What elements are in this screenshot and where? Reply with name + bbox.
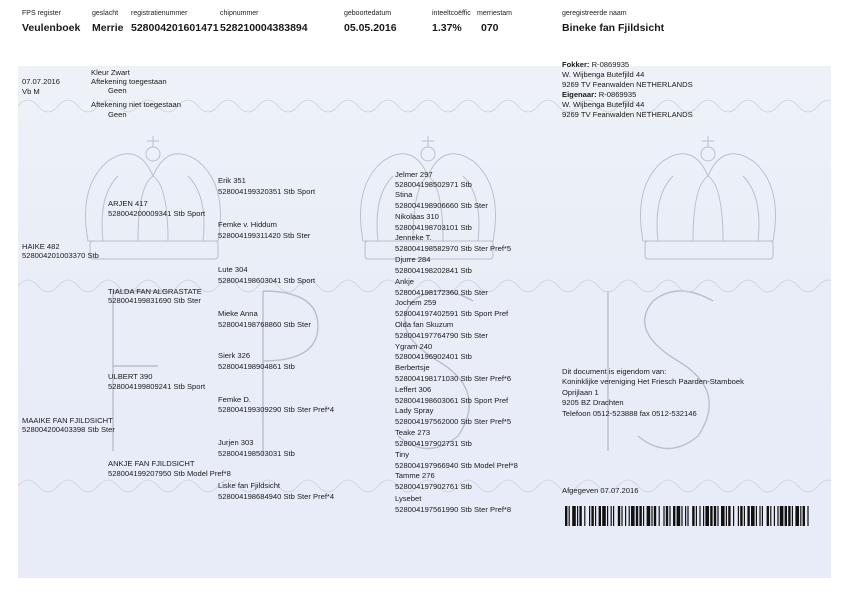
pedigree-gen4-6-name: Ankje bbox=[395, 277, 414, 286]
issued-date: Afgegeven 07.07.2016 bbox=[562, 486, 639, 495]
pedigree-gen4-2-name: Stina bbox=[395, 190, 413, 199]
pedigree-gen4-16-id: 528004197561990 Stb Ster Pref*8 bbox=[395, 505, 512, 514]
dob-label: geboortedatum bbox=[344, 10, 392, 17]
property-line-4: 9205 BZ Drachten bbox=[562, 398, 624, 407]
pedigree-gen4-1-id: 528004198502971 Stb bbox=[395, 180, 472, 189]
breeder-address-2: 9269 TV Feanwalden NETHERLANDS bbox=[562, 80, 693, 89]
pedigree-gen4-11-id: 528004198603061 Stb Sport Pref bbox=[395, 396, 509, 405]
pedigree-gen4-9-name: Ygram 240 bbox=[395, 342, 433, 351]
pedigree-gen4-7-name: Jochem 259 bbox=[395, 298, 437, 307]
pedigree-gen4-5-id: 528004198202841 Stb bbox=[395, 266, 472, 275]
pedigree-gen4-12-name: Lady Spray bbox=[395, 406, 434, 415]
owner-address-1: W. Wijbenga Butefjild 44 bbox=[562, 100, 645, 109]
pedigree-gen4-7-id: 528004197402591 Stb Sport Pref bbox=[395, 309, 509, 318]
pedigree-gen4-15-name: Tamme 276 bbox=[395, 471, 435, 480]
chip-value: 528210004383894 bbox=[220, 22, 308, 34]
pedigree-gen4-8-name: Olda fan Skuzum bbox=[395, 320, 454, 329]
record-code: Vb M bbox=[22, 87, 40, 96]
chip-label: chipnummer bbox=[220, 10, 259, 17]
pedigree-gen4-10-name: Berbertsje bbox=[395, 363, 430, 372]
pedigree-gen4-4-id: 528004198582970 Stb Ster Pref*5 bbox=[395, 244, 512, 253]
pedigree-gen4-12-id: 528004197562000 Stb Ster Pref*5 bbox=[395, 417, 512, 426]
pedigree-gen4-14-name: Tiny bbox=[395, 450, 410, 459]
pedigree-gen4-13-name: Teake 273 bbox=[395, 428, 431, 437]
breeder-address-1: W. Wijbenga Butefjild 44 bbox=[562, 70, 645, 79]
register-label: FPS register bbox=[22, 10, 61, 17]
marking-allowed-label: Aftekening toegestaan bbox=[91, 77, 167, 86]
barcode bbox=[565, 506, 811, 526]
crown-watermark-right bbox=[641, 136, 776, 259]
name-value: Bineke fan Fjildsicht bbox=[562, 22, 665, 34]
merriestam-value: 070 bbox=[481, 22, 499, 34]
name-label: geregistreerde naam bbox=[562, 10, 627, 17]
pedigree-gen4-5-name: Djurre 284 bbox=[395, 255, 431, 264]
marking-not-allowed-label: Aftekening niet toegestaan bbox=[91, 100, 181, 109]
pedigree-gen4-9-id: 528004196902401 Stb bbox=[395, 352, 472, 361]
pedigree-gen4-3-name: Nikolaas 310 bbox=[395, 212, 439, 221]
property-line-3: Oprijlaan 1 bbox=[562, 388, 599, 397]
sex-label: geslacht bbox=[92, 10, 119, 17]
marking-not-allowed-value: Geen bbox=[108, 110, 127, 119]
dob-value: 05.05.2016 bbox=[344, 22, 397, 34]
regnr-label: registratienummer bbox=[131, 10, 188, 17]
crown-watermark-left bbox=[86, 136, 221, 259]
pedigree-gen4-2-id: 528004198906660 Stb Ster bbox=[395, 201, 488, 210]
pedigree-gen4-8-id: 528004197764790 Stb Ster bbox=[395, 331, 488, 340]
pedigree-gen4-14-id: 528004197966940 Stb Model Pref*8 bbox=[395, 461, 518, 470]
inbreeding-value: 1.37% bbox=[432, 22, 462, 34]
pedigree-gen4-4-name: Jenneke T. bbox=[395, 233, 432, 242]
merriestam-label: merriestam bbox=[477, 10, 513, 17]
owner-row: Eigenaar: R-0869935 bbox=[562, 90, 637, 99]
pedigree-gen4-6-id: 528004198172360 Stb Ster bbox=[395, 288, 488, 297]
pedigree-gen4-3-id: 528004198703101 Stb bbox=[395, 223, 472, 232]
owner-address-2: 9269 TV Feanwalden NETHERLANDS bbox=[562, 110, 693, 119]
pedigree-gen4-10-id: 528004198171030 Stb Ster Pref*6 bbox=[395, 374, 512, 383]
pedigree-gen4-11-name: Leffert 306 bbox=[395, 385, 432, 394]
pedigree-gen4-1-name: Jelmer 297 bbox=[395, 170, 433, 179]
color-field: Kleur Zwart bbox=[91, 68, 130, 77]
marking-allowed-value: Geen bbox=[108, 86, 127, 95]
sex-value: Merrie bbox=[92, 22, 124, 34]
pedigree-gen4-15-id: 528004197902761 Stb bbox=[395, 482, 472, 491]
property-line-1: Dit document is eigendom van: bbox=[562, 367, 667, 376]
regnr-value: 528004201601471 bbox=[131, 22, 219, 34]
record-date: 07.07.2016 bbox=[22, 77, 61, 86]
register-value: Veulenboek bbox=[22, 22, 81, 34]
breeder-row: Fokker: R-0869935 bbox=[562, 60, 630, 69]
property-line-2: Koninklijke vereniging Het Friesch Paarden-Stamboek bbox=[562, 377, 744, 386]
pedigree-gen4-16-name: Lysebet bbox=[395, 494, 422, 503]
passport-page: FPS register Veulenboek geslacht Merrie registratienummer 528004201601471 chipnummer 528210004383894 geboortedatum 05.05.2016 inteeltcoëffic 1.37% merriestam 070 geregistreerde naam Bineke fan Fjildsicht Fokker: R-0869935 W. Wijbenga Butefjild 44 9269 TV Feanwalden NETHERLANDS Eigenaar: R-0869935 W. Wijbenga Butefjild 44 9269 TV Feanwalden NETHERLANDS 07.07.2016 Vb M Kleur Zwart Aftekening toegestaan Geen Aftekening niet toegestaan Geen HAIKE 482 528004201003370 Stb MAAIKE FAN FJILDSICHT 528004200403398 Stb Ster ARJEN 417 528004200009341 Stb Sport TIALDA FAN ALGRASTATE 528004199831690 Stb Ster ULBERT 390 528004199809241 Stb Sport ANKJE FAN FJILDSICHT 528004199207950 Stb Model Pref*8 Erik 351 528004199320351 Stb Sport Femke v. Hiddum 528004199311420 Stb Ster Lute 304 528004198603041 Stb Sport Mieke Anna 528004198768860 Stb Ster Sierk 326 528004198904861 Stb Femke D. 528004199309290 Stb Ster Pref*4 Jurjen 303 528004198503031 Stb Liske fan Fjildsicht 528004198684940 Stb Ster Pref*4 Jelmer 297 528004198502971 Stb Stina 528004198906660 Stb Ster Nikolaas 310 528004198703101 Stb Jenneke T. 528004198582970 Stb Ster Pref*5 Djurre 284 528004198202841 Stb Ankje 528004198172360 Stb Ster Jochem 259 528004197402591 Stb Sport Pref Olda fan Skuzum 528004197764790 Stb Ster Ygram 240 528004196902401 Stb Berbertsje 528004198171030 Stb Ster Pref*6 Leffert 306 528004198603061 Stb Sport Pref Lady Spray 528004197562000 Stb Ster Pref*5 Teake 273 528004197902731 Stb Tiny 528004197966940 Stb Model Pref*8 Tamme 276 528004197902761 Stb Lysebet 528004197561990 Stb Ster Pref*8 Dit document is eigendom van: Koninklijke vereniging Het Friesch Paarden-Stamboek Oprijlaan 1 9205 BZ Drachten Telefoon 0512-523888 fax 0512-532146 Afgegeven 07.07.2016 bbox=[0, 0, 841, 595]
pedigree-gen4-13-id: 528004197902731 Stb bbox=[395, 439, 472, 448]
property-line-5: Telefoon 0512-523888 fax 0512-532146 bbox=[562, 409, 697, 418]
inbreeding-label: inteeltcoëffic bbox=[432, 10, 471, 17]
